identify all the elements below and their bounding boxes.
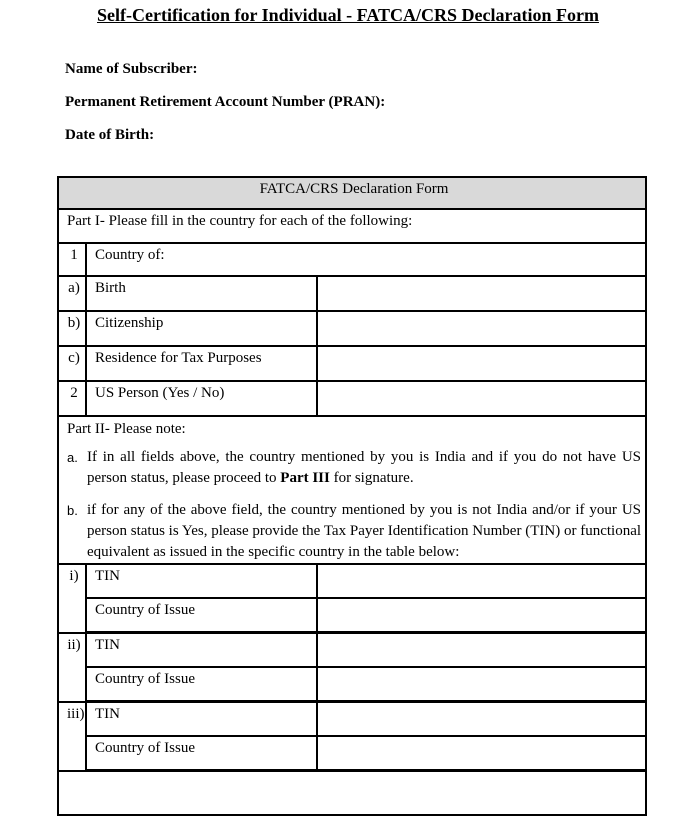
row-label: Birth: [86, 276, 317, 311]
country-of-issue-1-input[interactable]: [317, 598, 646, 633]
part1-heading: Part I- Please fill in the country for each of the following:: [58, 209, 646, 243]
subscriber-meta: [65, 60, 696, 144]
fatca-declaration-table: [57, 176, 647, 816]
note-a-marker: a.: [67, 450, 78, 465]
row-label: Country of Issue: [86, 736, 317, 771]
part2-row: [58, 416, 646, 564]
row-label: Country of:: [86, 243, 646, 276]
table-row: [58, 311, 646, 346]
table-row: [58, 243, 646, 276]
table-row: [58, 346, 646, 381]
part1-heading-row: [58, 209, 646, 243]
tin-3-input[interactable]: [317, 702, 646, 737]
note-a-text: [87, 447, 641, 489]
note-a-text-bold: Part III: [280, 470, 330, 486]
row-label: Residence for Tax Purposes: [86, 346, 317, 381]
row-number: a): [58, 276, 86, 311]
row-number: i): [58, 564, 86, 633]
tax-residence-country-input[interactable]: [317, 346, 646, 381]
row-label: Country of Issue: [86, 598, 317, 633]
table-row: [58, 702, 646, 737]
table-header: FATCA/CRS Declaration Form: [58, 177, 646, 209]
row-label: US Person (Yes / No): [86, 381, 317, 416]
row-number: b): [58, 311, 86, 346]
note-a-text-before: If in all fields above, the country mentioned by you is India and if you do not have US person status, please proceed to: [87, 449, 642, 486]
note-a-text-after: for signature.: [329, 470, 414, 486]
row-number: c): [58, 346, 86, 381]
name-of-subscriber-label: Name of Subscriber:: [65, 61, 198, 77]
us-person-input[interactable]: [317, 381, 646, 416]
table-row: [58, 276, 646, 311]
note-b: [67, 500, 641, 563]
country-of-issue-3-input[interactable]: [317, 736, 646, 771]
tin-2-input[interactable]: [317, 633, 646, 668]
birth-country-input[interactable]: [317, 276, 646, 311]
row-number: iii): [58, 702, 86, 771]
part2-section: [58, 416, 646, 564]
table-row: [58, 564, 646, 598]
table-row: [58, 381, 646, 416]
table-row: [58, 633, 646, 668]
row-number: 1: [58, 243, 86, 276]
note-b-marker: b.: [67, 503, 78, 518]
row-number: 2: [58, 381, 86, 416]
row-label: Country of Issue: [86, 667, 317, 702]
date-of-birth-label: Date of Birth:: [65, 127, 155, 143]
row-label: TIN: [86, 702, 317, 737]
table-row: [58, 598, 646, 633]
row-label: TIN: [86, 633, 317, 668]
country-of-issue-2-input[interactable]: [317, 667, 646, 702]
citizenship-country-input[interactable]: [317, 311, 646, 346]
note-a: [67, 447, 641, 489]
tin-1-input[interactable]: [317, 564, 646, 598]
row-number: ii): [58, 633, 86, 702]
table-row: [58, 736, 646, 771]
pran-label: Permanent Retirement Account Number (PRAN):: [65, 94, 386, 110]
next-section-cell: [58, 771, 646, 816]
part2-heading: Part II- Please note:: [67, 421, 186, 437]
row-label: Citizenship: [86, 311, 317, 346]
table-row: [58, 667, 646, 702]
row-label: TIN: [86, 564, 317, 598]
table-row: [58, 771, 646, 816]
note-b-text: [87, 500, 641, 563]
table-header-row: [58, 177, 646, 209]
note-b-text-before: if for any of the above field, the country mentioned by you is not India and/or if your US person status is Yes, please provide the Tax Payer Identification Number (TIN) or functional equivalent as issued in the specific country in the table below:: [87, 502, 642, 560]
page-title: Self-Certification for Individual - FATCA/CRS Declaration Form: [97, 5, 599, 25]
